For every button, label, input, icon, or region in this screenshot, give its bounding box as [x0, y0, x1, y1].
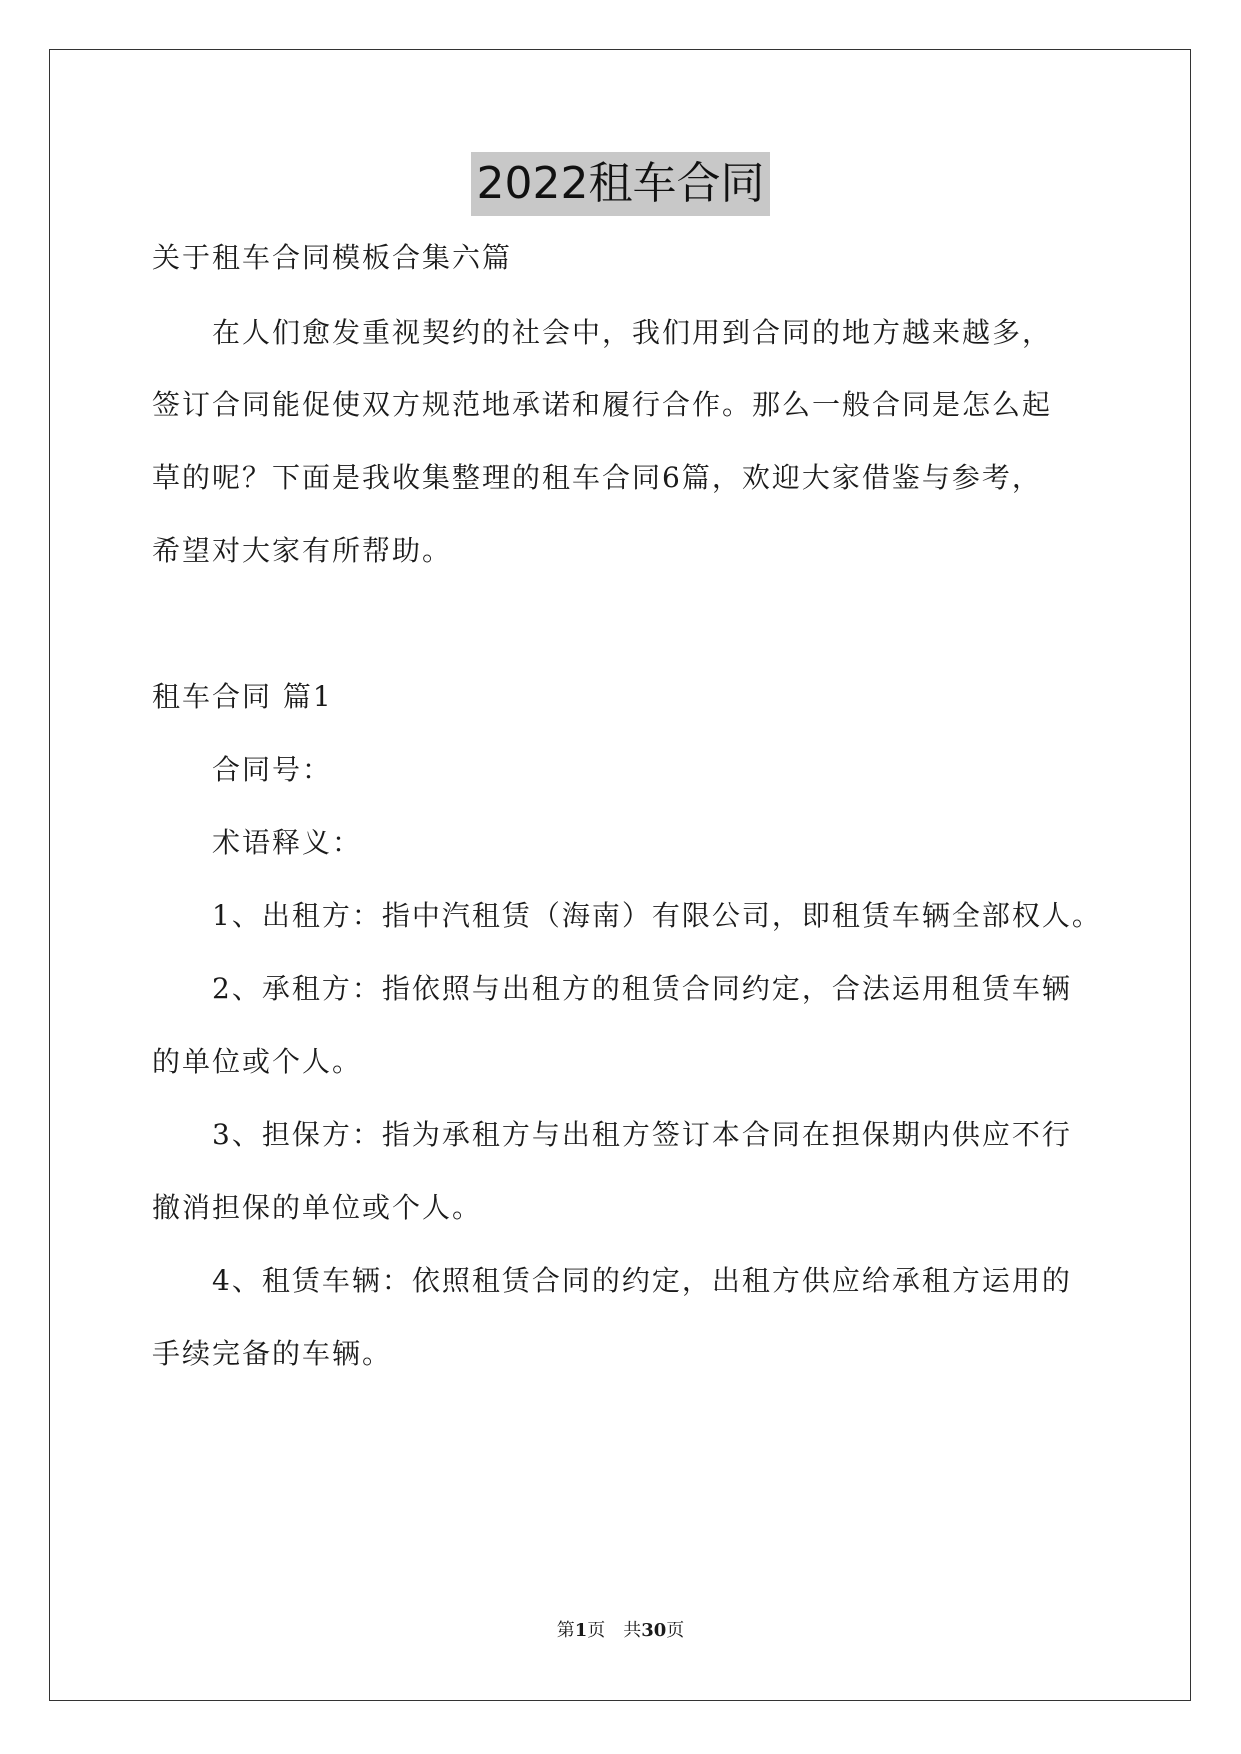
document-subtitle: 关于租车合同模板合集六篇 — [152, 241, 513, 274]
total-prefix: 共 — [623, 1620, 642, 1641]
terms-heading: 术语释义： — [212, 826, 363, 859]
page-prefix: 第 — [556, 1620, 575, 1641]
intro-line-2: 签订合同能促使双方规范地承诺和履行合作。那么一般合同是怎么起 — [152, 388, 1053, 421]
document-title: 2022租车合同 — [471, 152, 771, 216]
intro-line-1: 在人们愈发重视契约的社会中，我们用到合同的地方越来越多， — [212, 316, 1053, 349]
page-footer — [0, 1619, 1241, 1643]
term-line-7: 手续完备的车辆。 — [152, 1337, 393, 1370]
total-suffix: 页 — [666, 1620, 685, 1641]
total-pages: 30 — [641, 1620, 667, 1641]
term-line-3: 的单位或个人。 — [152, 1045, 363, 1078]
page-number: 1 — [574, 1620, 588, 1641]
page-suffix: 页 — [587, 1620, 606, 1641]
term-line-1: 1、出租方：指中汽租赁（海南）有限公司，即租赁车辆全部权人。 — [212, 899, 1102, 932]
term-line-5: 撤消担保的单位或个人。 — [152, 1191, 483, 1224]
term-line-2: 2、承租方：指依照与出租方的租赁合同约定，合法运用租赁车辆 — [212, 972, 1072, 1005]
intro-line-3: 草的呢？下面是我收集整理的租车合同6篇，欢迎大家借鉴与参考， — [152, 461, 1042, 494]
intro-line-4: 希望对大家有所帮助。 — [152, 534, 453, 567]
section-heading: 租车合同 篇1 — [152, 680, 333, 713]
page-border — [49, 49, 1191, 1701]
term-line-4: 3、担保方：指为承租方与出租方签订本合同在担保期内供应不行 — [212, 1118, 1072, 1151]
title-container — [0, 152, 1241, 216]
contract-number-label: 合同号： — [212, 753, 333, 786]
term-line-6: 4、租赁车辆：依照租赁合同的约定，出租方供应给承租方运用的 — [212, 1264, 1072, 1297]
